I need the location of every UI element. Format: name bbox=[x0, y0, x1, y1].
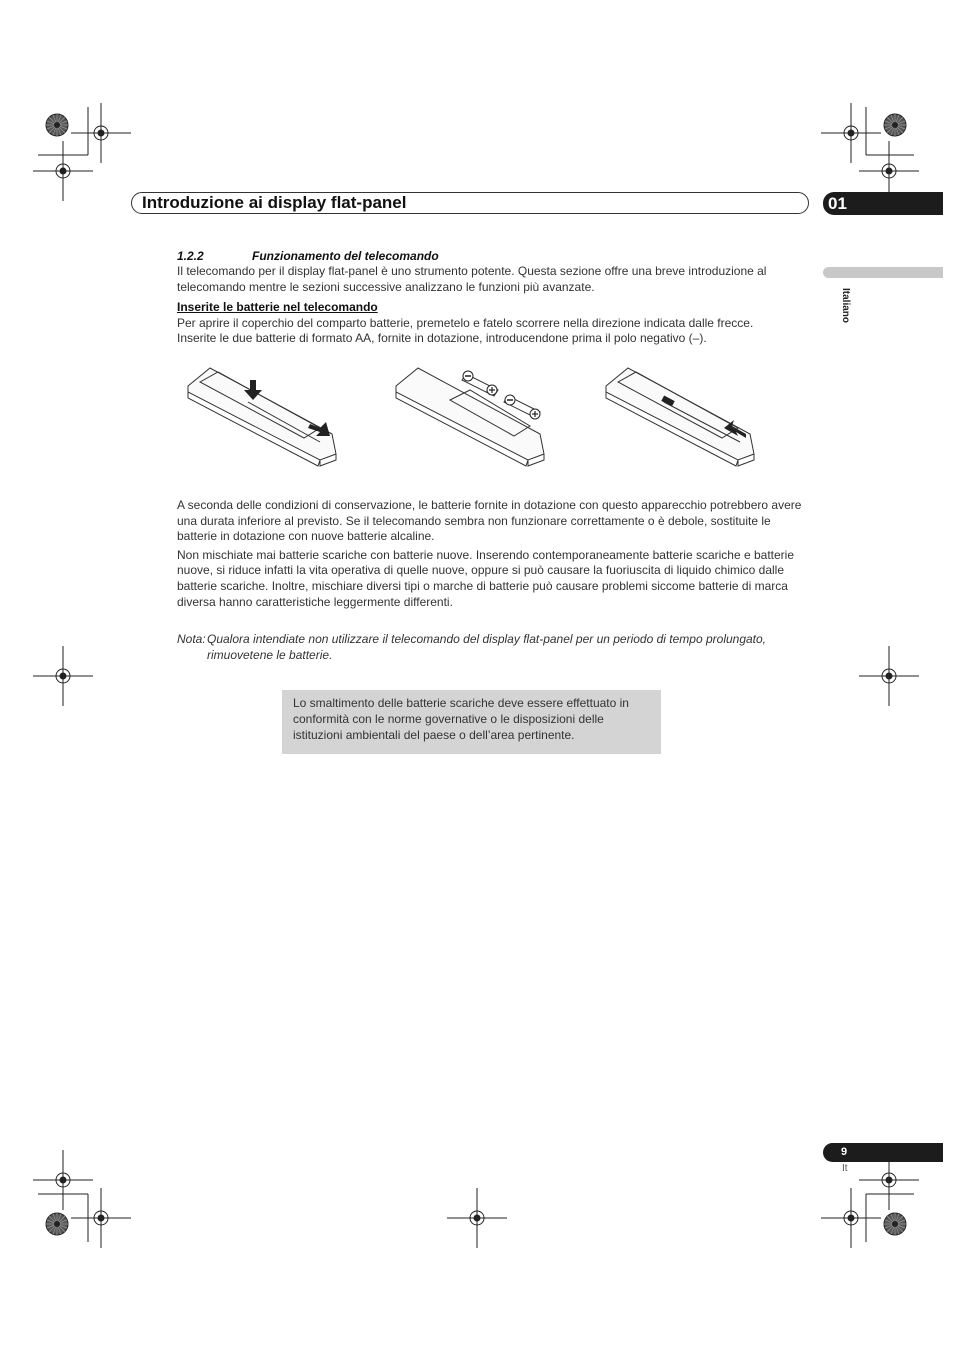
note bbox=[177, 632, 813, 663]
print-color-wheel-icon bbox=[884, 1213, 906, 1235]
print-color-wheel-icon bbox=[46, 1213, 68, 1235]
section-number: 1.2.2 bbox=[177, 249, 204, 263]
note-text-2: rimuovetene le batterie. bbox=[207, 647, 333, 662]
remote-battery-illustration-3 bbox=[600, 362, 760, 467]
crosshair-target-icon bbox=[821, 1188, 881, 1248]
language-tab-bar bbox=[823, 267, 943, 278]
crosshair-target-icon bbox=[33, 141, 93, 201]
section-title: Funzionamento del telecomando bbox=[252, 249, 439, 263]
crosshair-target-icon bbox=[33, 646, 93, 706]
page-language-code: It bbox=[842, 1163, 848, 1174]
page-number: 9 bbox=[823, 1143, 943, 1162]
chapter-badge: 01 bbox=[823, 192, 943, 215]
crosshair-target-icon bbox=[447, 1188, 507, 1248]
subheading: Inserite le batterie nel telecomando bbox=[177, 300, 378, 315]
section-intro: Il telecomando per il display flat-panel è uno strumento potente. Questa sezione offre una breve introduzione al telecomando mentre le sezioni successive analizzano le funzioni più avanzate. bbox=[177, 264, 767, 294]
paragraph-battery-mixing: Non mischiate mai batterie scariche con batterie nuove. Inserendo contemporaneamente batterie scariche e batterie nuove, si riduce infatti la vita operativa di quelle nuove, oppure si può causare la fuoriuscita di liquido chimico dalle batterie scariche. Inoltre, mischiare diversi tipi o marche di batterie può causare problemi siccome batterie di marca diversa hanno caratteristiche leggermente differenti. bbox=[177, 547, 795, 609]
crosshair-target-icon bbox=[71, 1188, 131, 1248]
paragraph-battery-life: A seconda delle condizioni di conservazione, le batterie fornite in dotazione con questo apparecchio potrebbero avere una durata inferiore al previsto. Se il telecomando sembra non funzionare correttamente o è debole, sostituite le batterie in dotazione con nuove batterie alcaline. bbox=[177, 498, 802, 544]
crosshair-target-icon bbox=[71, 103, 131, 163]
crosshair-target-icon bbox=[33, 1150, 93, 1210]
instruction-line-2: Inserite le due batterie di formato AA, fornite in dotazione, introducendone prima il polo negativo (–). bbox=[177, 331, 707, 346]
section-heading bbox=[177, 248, 813, 264]
body-paragraphs bbox=[177, 498, 813, 613]
crosshair-target-icon bbox=[821, 103, 881, 163]
instruction-line-1: Per aprire il coperchio del comparto batterie, premetelo e fatelo scorrere nella direzione indicata dalle frecce. bbox=[177, 315, 754, 330]
print-color-wheel-icon bbox=[46, 114, 68, 136]
note-label: Nota: bbox=[177, 632, 206, 646]
disposal-info-box: Lo smaltimento delle batterie scariche deve essere effettuato in conformità con le norme governative o le disposizioni delle istituzioni ambientali del paese o dell’area pertinente. bbox=[282, 690, 661, 754]
print-color-wheel-icon bbox=[884, 114, 906, 136]
language-label: Italiano bbox=[840, 288, 851, 324]
note-text-1: Qualora intendiate non utilizzare il telecomando del display flat-panel per un periodo di tempo prolungato, bbox=[207, 632, 767, 646]
crosshair-target-icon bbox=[859, 646, 919, 706]
section-content bbox=[177, 248, 813, 347]
remote-battery-illustration-2 bbox=[390, 362, 560, 467]
page-title: Introduzione ai display flat-panel bbox=[142, 193, 407, 212]
